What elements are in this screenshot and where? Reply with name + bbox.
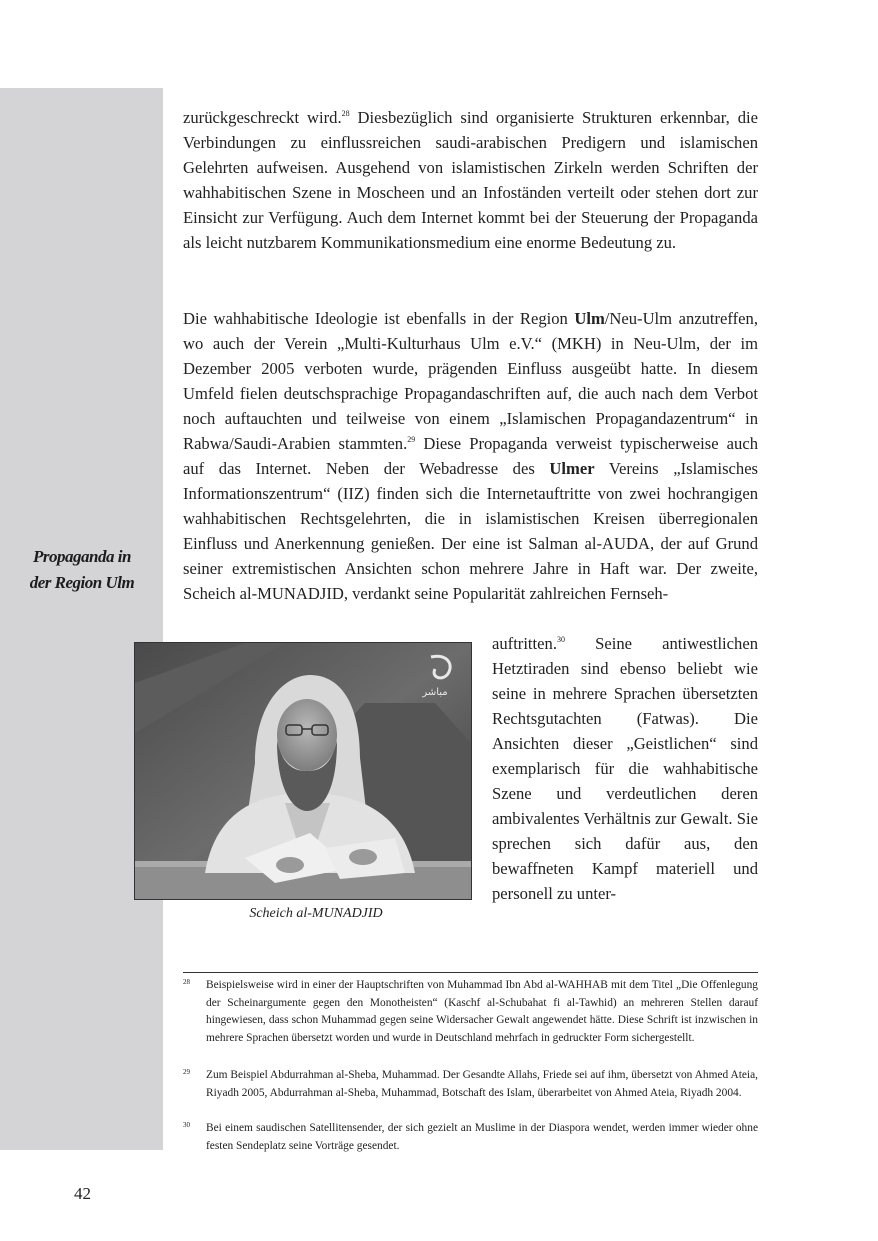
- paragraph-2: Die wahhabitische Ideologie ist ebenfalls in der Region Ulm/Neu-Ulm anzutreffen, wo auch der Verein „Multi-Kulturhaus Ulm e.V.“ (MKH) in Neu-Ulm, der im Dezember 2005 verboten wurde, prägenden Einfluss ausgeübt hatte. In diesem Umfeld fielen deutschsprachige Propagandaschriften auf, die auch nach dem Verbot noch auftauchten und teilweise von einem „Islamischen Propagandazentrum“ in Rabwa/Saudi-Arabien stammten.$^{29}$ Diese Propaganda verweist typischerweise auch auf das Internet. Neben der Webadresse des Ulmer Vereins „Islamisches Informationszentrum“ (IIZ) finden sich die Internetauftritte von zwei hochrangigen wahhabitischen Rechtsgelehrten, die in islamistischen Kreisen überregionalen Einfluss und Anerkennung genießen. Der eine ist Salman al-AUDA, der auf Grund seiner extremistischen Ansichten schon mehrere Jahre in Haft war. Der zweite, Scheich al-MUNADJID, verdankt seine Popularität zahlreichen Fernseh-: [183, 309, 759, 603]
- footnote-30: [183, 1120, 758, 1155]
- photo-scheich: [134, 642, 472, 900]
- footnote-text: Zum Beispiel Abdurrahman al-Sheba, Muhammad. Der Gesandte Allahs, Friede sei auf ihm, übersetzt von Ahmed Ateia, Riyadh 2005, Abdurrahman al-Sheba, Muhammad, Botschaft des Islam, überarbeitet von Ahmed Ateia, Riyadh 2004.: [206, 1069, 758, 1099]
- footnote-28: [183, 977, 758, 1047]
- footnote-text: Bei einem saudischen Satellitensender, der sich gezielt an Muslime in der Diaspora wendet, werden immer wieder ohne festen Sendeplatz seine Vorträge gesendet.: [206, 1122, 758, 1152]
- footnote-ref-29[interactable]: 29: [407, 435, 416, 444]
- margin-sidebar: [0, 88, 163, 1150]
- highlighted-term-ulm: Ulm: [574, 309, 605, 328]
- paragraph-1: zurückgeschreckt wird.$^{28}$ Diesbezüglich sind organisierte Strukturen erkennbar, die Verbindungen zu einflussreichen saudi-arabischen Predigern und islamischen Gelehrten aufweisen. Ausgehend von islamistischen Zirkeln werden Schriften der wahhabitischen Szene in Moscheen und an Infoständen verteilt oder stehen dort zur Einsicht zur Verfügung. Auch dem Internet kommt bei der Steuerung der Propaganda als leicht nutzbarem Kommunikationsmedium eine enorme Bedeutung zu.: [183, 108, 758, 252]
- footnote-ref-28[interactable]: 28: [341, 109, 350, 118]
- tv-logo-text: مباشر: [422, 687, 448, 698]
- footnote-number: 28: [183, 978, 190, 986]
- footnote-divider: [183, 972, 758, 973]
- margin-heading: [6, 544, 158, 596]
- page-number: 42: [74, 1184, 91, 1203]
- margin-heading-line2: der Region Ulm: [29, 573, 135, 592]
- highlighted-term-ulmer: Ulmer: [549, 459, 595, 478]
- footnote-number: 29: [183, 1068, 190, 1076]
- footnote-text: Beispielsweise wird in einer der Hauptschriften von Muhammad Ibn Abd al-WAHHAB mit dem Titel „Die Offenlegung der Scheinargumente gegen den Monotheisten“ (Kaschf al-Schubahat fi al-Tawhid) an mehreren Stellen darauf hingewiesen, dass schon Muhammad gegen seine Widersacher Gewalt angewendet hätte. Diese Schrift ist inzwischen in mehrere Sprachen übersetzt worden und wurde in Deutschland mehrfach in gedruckter Form sichergestellt.: [206, 979, 758, 1044]
- photo-illustration: [135, 643, 471, 899]
- margin-heading-line1: Propaganda in: [33, 547, 131, 566]
- footnote-number: 30: [183, 1121, 190, 1129]
- photo-caption: Scheich al-MUNADJID: [249, 906, 383, 921]
- paragraph-3: auftritten.$^{30}$ Seine antiwestlichen Hetztiraden sind ebenso beliebt wie seine in mehrere Sprachen übersetzten Rechtsgutachten (Fatwas). Die Ansichten dieser „Geistlichen“ sind exemplarisch für die wahhabitische Szene und verdeutlichen deren ambivalentes Verhältnis zur Gewalt. Sie sprechen sich dafür aus, den bewaffneten Kampf materiell und personell zu unter-: [492, 634, 758, 903]
- footnote-ref-30[interactable]: 30: [556, 635, 565, 644]
- footnote-29: [183, 1067, 758, 1102]
